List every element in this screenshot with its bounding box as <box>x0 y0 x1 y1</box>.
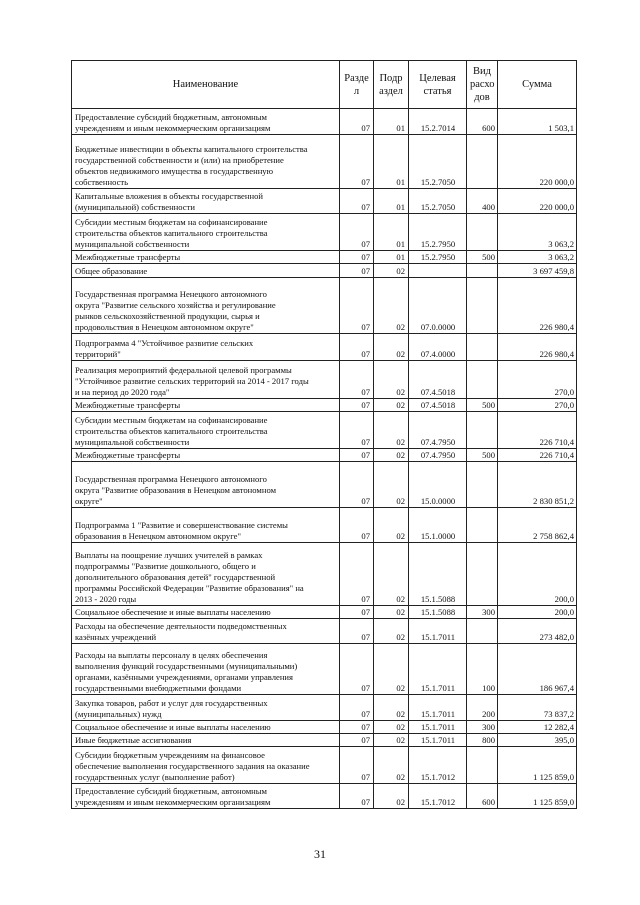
header-target: Целевая статья <box>409 61 467 109</box>
row-name: Социальное обеспечение и иные выплаты населению <box>72 721 340 734</box>
table-row <box>72 747 577 784</box>
row-section: 07 <box>340 508 374 543</box>
row-type: 600 <box>467 109 498 135</box>
row-subsection: 01 <box>374 251 409 264</box>
row-target: 15.1.0000 <box>409 508 467 543</box>
table-row <box>72 412 577 449</box>
row-target: 07.4.7950 <box>409 412 467 449</box>
row-section: 07 <box>340 644 374 695</box>
table-row <box>72 784 577 809</box>
row-type: 300 <box>467 606 498 619</box>
row-sum: 220 000,0 <box>498 189 577 214</box>
row-section: 07 <box>340 264 374 278</box>
header-section: Разде л <box>340 61 374 109</box>
row-subsection: 01 <box>374 214 409 251</box>
row-sum: 73 837,2 <box>498 695 577 721</box>
table-row <box>72 278 577 334</box>
row-subsection: 02 <box>374 747 409 784</box>
row-section: 07 <box>340 543 374 606</box>
row-name: Предоставление субсидий бюджетным, автономным учреждениям и иным некоммерческим организациям <box>72 784 340 809</box>
row-target: 15.2.7050 <box>409 135 467 189</box>
row-target: 15.1.7011 <box>409 619 467 644</box>
row-name: Межбюджетные трансферты <box>72 449 340 462</box>
row-sum: 220 000,0 <box>498 135 577 189</box>
row-subsection: 02 <box>374 278 409 334</box>
row-section: 07 <box>340 334 374 361</box>
row-name: Бюджетные инвестиции в объекты капитального строительства государственной собственности и (или) на приобретение объектов недвижимого имущества в государственную собственность <box>72 135 340 189</box>
row-target: 07.4.5018 <box>409 361 467 399</box>
row-name: Капитальные вложения в объекты государственной (муниципальной) собственности <box>72 189 340 214</box>
row-sum: 270,0 <box>498 361 577 399</box>
row-target: 15.1.5088 <box>409 606 467 619</box>
row-subsection: 02 <box>374 606 409 619</box>
row-type: 100 <box>467 644 498 695</box>
table-row <box>72 334 577 361</box>
row-section: 07 <box>340 109 374 135</box>
table-row <box>72 734 577 747</box>
row-name: Субсидии бюджетным учреждениям на финансовое обеспечение выполнения государственного задания на оказание государственных услуг (выполнение работ) <box>72 747 340 784</box>
table-row <box>72 214 577 251</box>
row-type: 600 <box>467 784 498 809</box>
table-row <box>72 508 577 543</box>
row-subsection: 01 <box>374 189 409 214</box>
row-name: Межбюджетные трансферты <box>72 251 340 264</box>
row-section: 07 <box>340 747 374 784</box>
row-target: 15.1.7012 <box>409 747 467 784</box>
row-sum: 186 967,4 <box>498 644 577 695</box>
header-type: Вид расхо дов <box>467 61 498 109</box>
table-row <box>72 189 577 214</box>
row-name: Общее образование <box>72 264 340 278</box>
row-type: 300 <box>467 721 498 734</box>
row-name: Социальное обеспечение и иные выплаты населению <box>72 606 340 619</box>
row-section: 07 <box>340 784 374 809</box>
table-row <box>72 109 577 135</box>
row-subsection: 01 <box>374 109 409 135</box>
row-target: 07.0.0000 <box>409 278 467 334</box>
row-name: Закупка товаров, работ и услуг для государственных (муниципальных) нужд <box>72 695 340 721</box>
table-row <box>72 619 577 644</box>
row-sum: 12 282,4 <box>498 721 577 734</box>
row-type <box>467 462 498 508</box>
row-target: 15.1.7011 <box>409 721 467 734</box>
row-subsection: 02 <box>374 449 409 462</box>
row-type <box>467 747 498 784</box>
row-target: 15.2.7050 <box>409 189 467 214</box>
row-target: 07.4.5018 <box>409 399 467 412</box>
row-name: Иные бюджетные ассигнования <box>72 734 340 747</box>
row-target: 07.4.7950 <box>409 449 467 462</box>
table-row <box>72 399 577 412</box>
table-row <box>72 251 577 264</box>
row-name: Подпрограмма 4 "Устойчивое развитие сельских территорий" <box>72 334 340 361</box>
row-type <box>467 264 498 278</box>
header-sum: Сумма <box>498 61 577 109</box>
table-header-row <box>72 61 577 109</box>
row-subsection: 02 <box>374 721 409 734</box>
row-target: 15.0.0000 <box>409 462 467 508</box>
row-subsection: 02 <box>374 644 409 695</box>
row-sum: 3 063,2 <box>498 214 577 251</box>
row-sum: 3 063,2 <box>498 251 577 264</box>
row-name: Субсидии местным бюджетам на софинансирование строительства объектов капитального строительства муниципальной собственности <box>72 214 340 251</box>
row-section: 07 <box>340 135 374 189</box>
row-section: 07 <box>340 695 374 721</box>
row-target: 15.1.7012 <box>409 784 467 809</box>
row-sum: 395,0 <box>498 734 577 747</box>
row-type <box>467 508 498 543</box>
row-sum: 226 710,4 <box>498 412 577 449</box>
row-section: 07 <box>340 214 374 251</box>
row-target: 07.4.0000 <box>409 334 467 361</box>
row-target <box>409 264 467 278</box>
row-type <box>467 619 498 644</box>
row-name: Расходы на выплаты персоналу в целях обеспечения выполнения функций государственными (муниципальными) органами, казёнными учреждениями, органами управления государственными внебюджетными фондами <box>72 644 340 695</box>
row-subsection: 02 <box>374 361 409 399</box>
row-type: 500 <box>467 399 498 412</box>
row-type: 500 <box>467 251 498 264</box>
row-subsection: 02 <box>374 399 409 412</box>
row-type <box>467 334 498 361</box>
row-subsection: 02 <box>374 734 409 747</box>
budget-table <box>71 60 577 809</box>
table-row <box>72 721 577 734</box>
row-sum: 1 125 859,0 <box>498 747 577 784</box>
row-section: 07 <box>340 619 374 644</box>
row-sum: 273 482,0 <box>498 619 577 644</box>
row-type <box>467 412 498 449</box>
row-type <box>467 543 498 606</box>
row-sum: 226 980,4 <box>498 334 577 361</box>
row-target: 15.1.7011 <box>409 695 467 721</box>
row-sum: 1 503,1 <box>498 109 577 135</box>
table-row <box>72 543 577 606</box>
row-section: 07 <box>340 278 374 334</box>
row-section: 07 <box>340 721 374 734</box>
header-subsection: Подр аздел <box>374 61 409 109</box>
row-section: 07 <box>340 606 374 619</box>
table-row <box>72 695 577 721</box>
table-row <box>72 644 577 695</box>
table-row <box>72 264 577 278</box>
row-name: Реализация мероприятий федеральной целевой программы "Устойчивое развитие сельских территорий на 2014 - 2017 годы и на период до 2020 года" <box>72 361 340 399</box>
row-target: 15.2.7014 <box>409 109 467 135</box>
row-subsection: 02 <box>374 543 409 606</box>
row-section: 07 <box>340 361 374 399</box>
row-name: Подпрограмма 1 "Развитие и совершенствование системы образования в Ненецком автономном округе" <box>72 508 340 543</box>
row-sum: 1 125 859,0 <box>498 784 577 809</box>
row-subsection: 02 <box>374 264 409 278</box>
row-type <box>467 361 498 399</box>
row-type <box>467 214 498 251</box>
row-subsection: 02 <box>374 334 409 361</box>
row-sum: 226 980,4 <box>498 278 577 334</box>
row-name: Межбюджетные трансферты <box>72 399 340 412</box>
row-section: 07 <box>340 734 374 747</box>
row-section: 07 <box>340 449 374 462</box>
row-sum: 2 758 862,4 <box>498 508 577 543</box>
row-name: Государственная программа Ненецкого автономного округа "Развитие образования в Ненецком автономном округе" <box>72 462 340 508</box>
table-row <box>72 135 577 189</box>
row-subsection: 02 <box>374 462 409 508</box>
row-name: Расходы на обеспечение деятельности подведомственных казённых учреждений <box>72 619 340 644</box>
row-section: 07 <box>340 399 374 412</box>
row-target: 15.1.5088 <box>409 543 467 606</box>
row-type <box>467 135 498 189</box>
row-target: 15.1.7011 <box>409 734 467 747</box>
page-number: 31 <box>314 847 326 861</box>
row-name: Государственная программа Ненецкого автономного округа "Развитие сельского хозяйства и регулирование рынков сельскохозяйственной продукции, сырья и продовольствия в Ненецком автономном округе" <box>72 278 340 334</box>
row-subsection: 02 <box>374 508 409 543</box>
row-subsection: 02 <box>374 412 409 449</box>
row-section: 07 <box>340 412 374 449</box>
row-type: 500 <box>467 449 498 462</box>
row-subsection: 01 <box>374 135 409 189</box>
table-row <box>72 361 577 399</box>
row-type: 400 <box>467 189 498 214</box>
row-name: Выплаты на поощрение лучших учителей в рамках подпрограммы "Развитие дошкольного, общего и дополнительного образования детей" государственной программы Российской Федерации "Развитие образования" на 2013 - 2020 годы <box>72 543 340 606</box>
header-name: Наименование <box>72 61 340 109</box>
row-sum: 2 830 851,2 <box>498 462 577 508</box>
row-section: 07 <box>340 189 374 214</box>
row-subsection: 02 <box>374 619 409 644</box>
row-sum: 226 710,4 <box>498 449 577 462</box>
row-type: 800 <box>467 734 498 747</box>
row-target: 15.2.7950 <box>409 214 467 251</box>
table-row <box>72 606 577 619</box>
row-type: 200 <box>467 695 498 721</box>
row-target: 15.2.7950 <box>409 251 467 264</box>
row-section: 07 <box>340 462 374 508</box>
row-sum: 200,0 <box>498 606 577 619</box>
row-sum: 3 697 459,8 <box>498 264 577 278</box>
row-target: 15.1.7011 <box>409 644 467 695</box>
table-row <box>72 449 577 462</box>
row-sum: 270,0 <box>498 399 577 412</box>
row-subsection: 02 <box>374 695 409 721</box>
table-row <box>72 462 577 508</box>
row-subsection: 02 <box>374 784 409 809</box>
row-section: 07 <box>340 251 374 264</box>
row-sum: 200,0 <box>498 543 577 606</box>
row-name: Субсидии местным бюджетам на софинансирование строительства объектов капитального строительства муниципальной собственности <box>72 412 340 449</box>
row-name: Предоставление субсидий бюджетным, автономным учреждениям и иным некоммерческим организациям <box>72 109 340 135</box>
row-type <box>467 278 498 334</box>
